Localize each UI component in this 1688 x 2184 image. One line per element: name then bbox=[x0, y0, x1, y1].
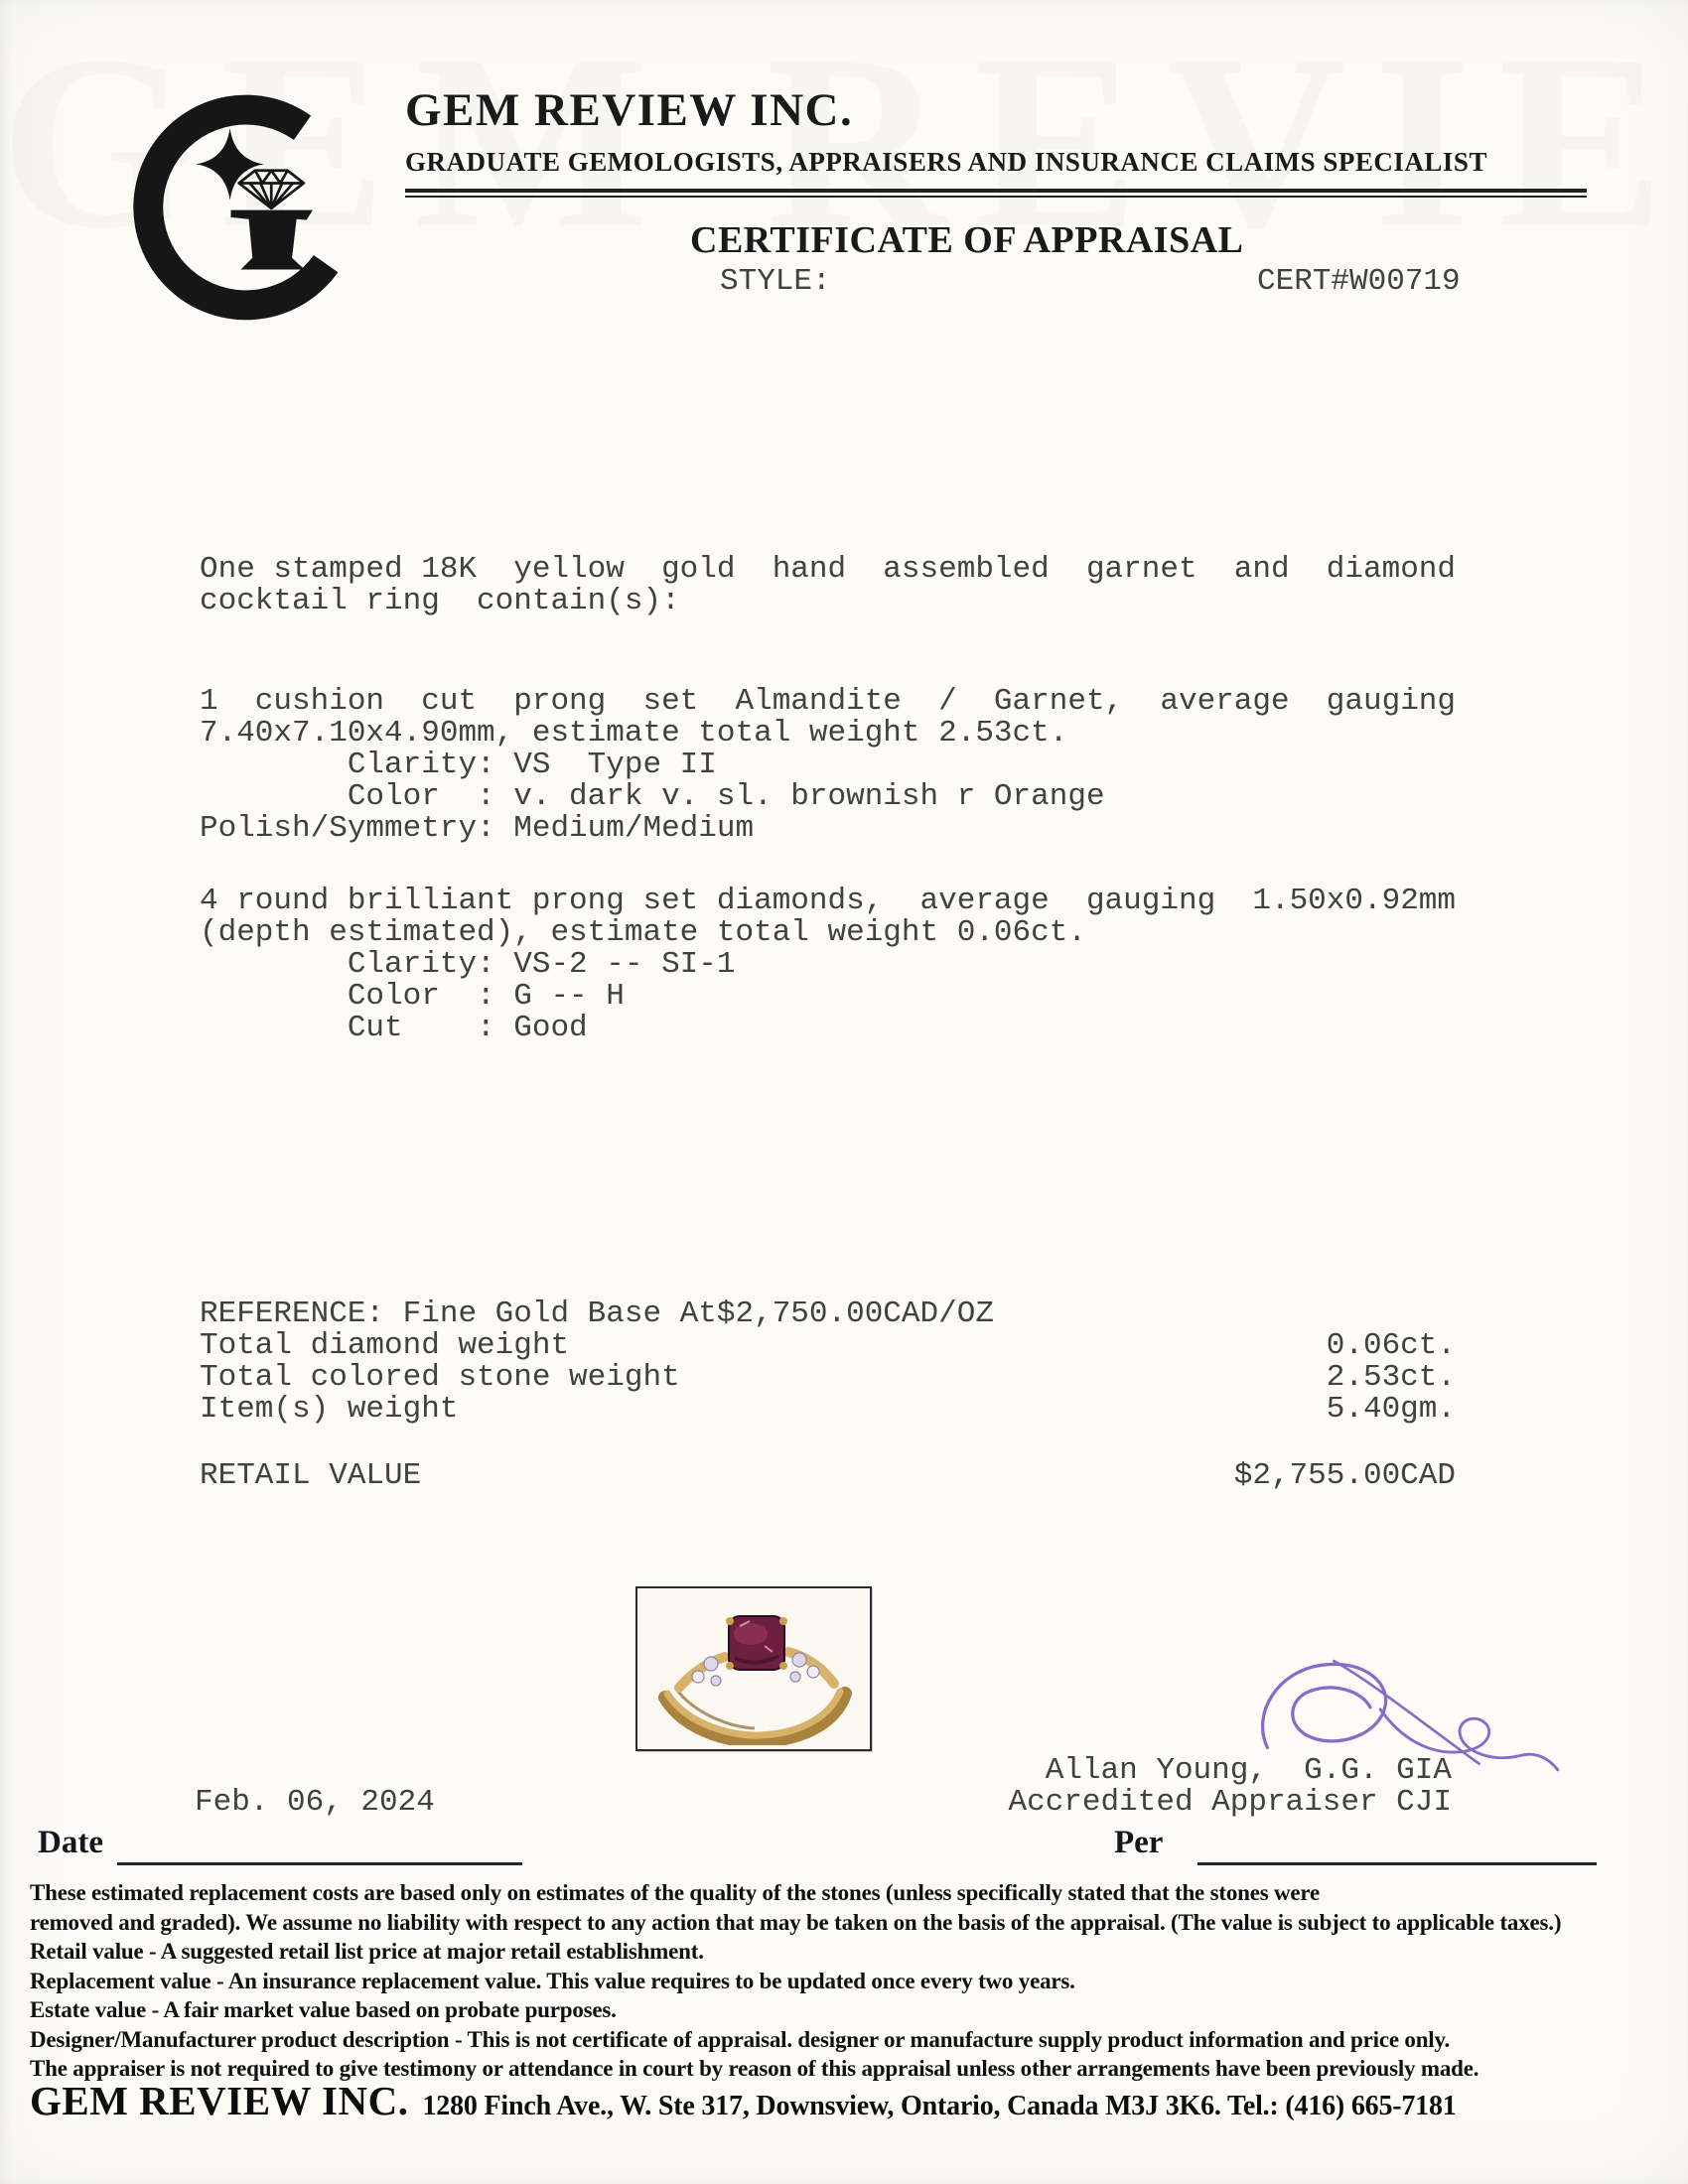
gem-review-logo-icon bbox=[129, 77, 399, 355]
valuation-value: 0.06ct. bbox=[1326, 1328, 1456, 1363]
garnet-line: Color : v. dark v. sl. brownish r Orange bbox=[200, 779, 1105, 814]
company-name: GEM REVIEW INC. bbox=[405, 84, 854, 136]
per-signature-line bbox=[1197, 1862, 1597, 1865]
diamond-line: Clarity: VS-2 -- SI-1 bbox=[200, 947, 736, 982]
gold-reference-line: REFERENCE: Fine Gold Base At$2,750.00CAD/OZ bbox=[200, 1297, 994, 1331]
date-label: Date bbox=[38, 1825, 103, 1860]
intro-line: cocktail ring contain(s): bbox=[200, 584, 680, 618]
disclaimer-line: Estate value - A fair market value based on probate purposes. bbox=[30, 1997, 617, 2022]
certificate-number: CERT#W00719 bbox=[1257, 264, 1461, 299]
intro-line: One stamped 18K yellow gold hand assembled garnet and diamond bbox=[200, 552, 1457, 587]
retail-value-label: RETAIL VALUE bbox=[200, 1458, 422, 1493]
appraiser-name: Allan Young, G.G. GIA bbox=[1045, 1753, 1452, 1788]
valuation-block bbox=[200, 1298, 1456, 1426]
appraiser-block bbox=[1009, 1755, 1452, 1819]
valuation-value: 5.40gm. bbox=[1326, 1392, 1456, 1427]
appraisal-date: Feb. 06, 2024 bbox=[195, 1785, 435, 1820]
valuation-label: Item(s) weight bbox=[200, 1392, 459, 1427]
valuation-label: Total diamond weight bbox=[200, 1328, 570, 1363]
per-label: Per bbox=[1114, 1825, 1164, 1860]
certificate-title: CERTIFICATE OF APPRAISAL bbox=[690, 219, 1244, 261]
garnet-line: Clarity: VS Type II bbox=[200, 748, 717, 782]
ring-image bbox=[637, 1588, 870, 1745]
company-tagline: GRADUATE GEMOLOGISTS, APPRAISERS AND INSURANCE CLAIMS SPECIALIST bbox=[405, 147, 1487, 177]
disclaimer-line: The appraiser is not required to give testimony or attendance in court by reason of this appraisal unless other arrangements have been previously made. bbox=[30, 2056, 1479, 2081]
retail-value-row bbox=[200, 1460, 1456, 1492]
item-intro-paragraph bbox=[200, 554, 1456, 617]
diamond-description-paragraph bbox=[200, 886, 1456, 1044]
garnet-line: Polish/Symmetry: Medium/Medium bbox=[200, 811, 755, 846]
disclaimer-line: removed and graded). We assume no liability with respect to any action that may be taken on the basis of the appraisal. (The value is subject to applicable taxes.) bbox=[30, 1909, 1562, 1935]
diamond-line: Cut : Good bbox=[200, 1011, 588, 1045]
appraiser-title: Accredited Appraiser CJI bbox=[1008, 1785, 1452, 1820]
valuation-row bbox=[200, 1394, 1456, 1426]
style-label: STYLE: bbox=[720, 264, 831, 299]
disclaimer-line: Retail value - A suggested retail list price at major retail establishment. bbox=[30, 1939, 704, 1964]
garnet-line: 1 cushion cut prong set Almandite / Garnet, average gauging bbox=[200, 684, 1457, 719]
valuation-label: Total colored stone weight bbox=[200, 1360, 680, 1395]
diamond-line: (depth estimated), estimate total weight 0.06ct. bbox=[200, 915, 1086, 950]
disclaimer-line: Replacement value - An insurance replacement value. This value requires to be updated once every two years. bbox=[30, 1968, 1075, 1993]
garnet-description-paragraph bbox=[200, 686, 1456, 845]
disclaimer-line: These estimated replacement costs are based only on estimates of the quality of the stones (unless specifically stated that the stones were bbox=[30, 1880, 1321, 1905]
disclaimer-line: Designer/Manufacturer product description - This is not certificate of appraisal. designer or manufacture supply product information and price only. bbox=[30, 2026, 1451, 2052]
date-signature-line bbox=[117, 1862, 522, 1865]
header-divider bbox=[405, 189, 1587, 198]
footer-address: 1280 Finch Ave., W. Ste 317, Downsview, Ontario, Canada M3J 3K6. Tel.: (416) 665-7181 bbox=[422, 2091, 1457, 2121]
valuation-value: 2.53ct. bbox=[1326, 1360, 1456, 1395]
valuation-row bbox=[200, 1362, 1456, 1394]
footer bbox=[30, 2077, 1457, 2124]
valuation-row bbox=[200, 1330, 1456, 1362]
disclaimer-block bbox=[30, 1878, 1561, 2084]
footer-company-name: GEM REVIEW INC. bbox=[30, 2078, 409, 2123]
garnet-line: 7.40x7.10x4.90mm, estimate total weight 2.53ct. bbox=[200, 716, 1068, 751]
ring-photo bbox=[635, 1586, 872, 1751]
retail-value-amount: $2,755.00CAD bbox=[1233, 1458, 1456, 1493]
diamond-line: Color : G -- H bbox=[200, 979, 625, 1014]
diamond-line: 4 round brilliant prong set diamonds, average gauging 1.50x0.92mm bbox=[200, 884, 1457, 918]
